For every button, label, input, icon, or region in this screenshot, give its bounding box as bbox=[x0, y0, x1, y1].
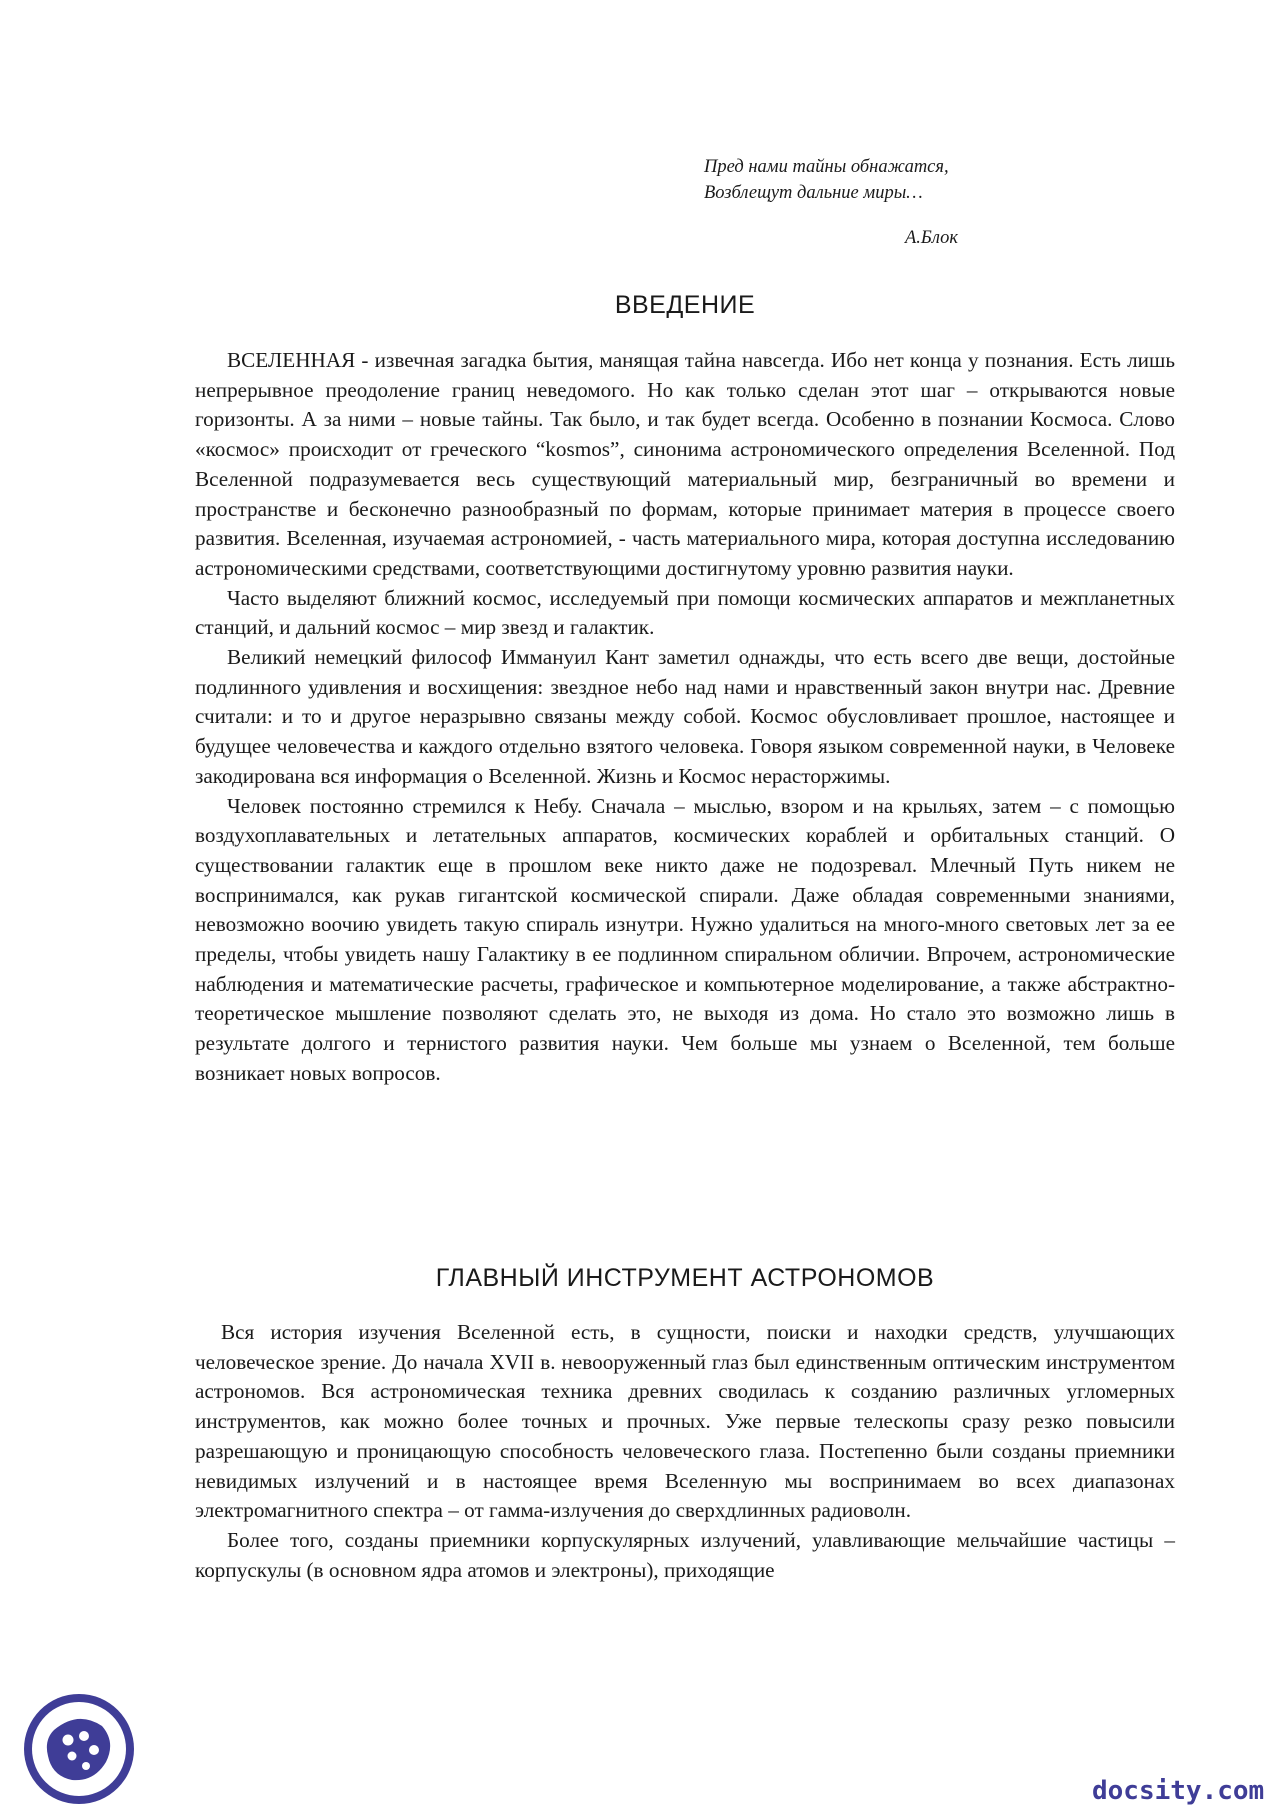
epigraph bbox=[704, 154, 1084, 206]
docsity-logo-icon[interactable] bbox=[20, 1690, 138, 1808]
paragraph: Человек постоянно стремился к Небу. Сначала – мыслью, взором и на крыльях, затем – с помощью воздухоплавательных и летательных аппаратов, космических кораблей и орбитальных станций. О существовании галактик еще в прошлом веке никто даже не подозревал. Млечный Путь никем не воспринимался, как рукав гигантской космической спирали. Даже обладая современными знаниями, невозможно воочию увидеть такую спираль изнутри. Нужно удалиться на много-много световых лет за ее пределы, чтобы увидеть нашу Галактику в ее подлинном спиральном обличии. Впрочем, астрономические наблюдения и математические расчеты, графическое и компьютерное моделирование, а также абстрактно-теоретическое мышление позволяют сделать это, не выходя из дома. Но стало это возможно лишь в результате долгого и тернистого развития науки. Чем больше мы узнаем о Вселенной, тем больше возникает новых вопросов. bbox=[195, 793, 1175, 1085]
docsity-brand-link[interactable]: docsity.com bbox=[1092, 1776, 1265, 1806]
epigraph-line: Пред нами тайны обнажатся, bbox=[704, 157, 949, 177]
paragraph: ВСЕЛЕННАЯ - извечная загадка бытия, манящая тайна навсегда. Ибо нет конца у познания. Есть лишь непрерывное преодоление границ неведомого. Но как только сделан этот шаг – открываются новые горизонты. А за ними – новые тайны. Так было, и так будет всегда. Особенно в познании Космоса. Слово «космос» происходит от греческого “kosmos”, синонима астрономического определения Вселенной. Под Вселенной подразумевается весь существующий материальный мир, безграничный во времени и пространстве и бесконечно разнообразный по формам, которые принимает материя в процессе своего развития. Вселенная, изучаемая астрономией, - часть материального мира, которая доступна исследованию астрономическими средствами, соответствующими достигнутому уровню развития науки. bbox=[195, 348, 1175, 580]
epigraph-line: Возблещут дальние миры… bbox=[704, 183, 923, 203]
section-title-introduction: ВВЕДЕНИЕ bbox=[614, 291, 756, 319]
section-title-main-instrument: ГЛАВНЫЙ ИНСТРУМЕНТ АСТРОНОМОВ bbox=[435, 1264, 935, 1292]
paragraph: Более того, созданы приемники корпускулярных излучений, улавливающие мельчайшие частицы – корпускулы (в основном ядра атомов и электроны), приходящие bbox=[195, 1527, 1175, 1582]
paragraph: Часто выделяют ближний космос, исследуемый при помощи космических аппаратов и межпланетных станций, и дальний космос – мир звезд и галактик. bbox=[195, 585, 1175, 640]
paragraph: Вся история изучения Вселенной есть, в сущности, поиски и находки средств, улучшающих человеческое зрение. До начала XVII в. невооруженный глаз был единственным оптическим инструментом астрономов. Вся астрономическая техника древних сводилась к созданию различных угломерных инструментов, как можно более точных и прочных. Уже первые телескопы сразу резко повысили разрешающую и проницающую способность человеческого глаза. Постепенно были созданы приемники невидимых излучений и в настоящее время Вселенную мы воспринимаем во всех диапазонах электромагнитного спектра – от гамма-излучения до сверхдлинных радиоволн. bbox=[195, 1320, 1175, 1523]
main-instrument-body bbox=[195, 1318, 1175, 1585]
introduction-body bbox=[195, 346, 1175, 1089]
epigraph-author: А.Блок bbox=[905, 228, 959, 248]
paragraph: Великий немецкий философ Иммануил Кант заметил однажды, что есть всего две вещи, достойные подлинного удивления и восхищения: звездное небо над нами и нравственный закон внутри нас. Древние считали: и то и другое неразрывно связаны между собой. Космос обусловливает прошлое, настоящее и будущее человечества и каждого отдельно взятого человека. Говоря языком современной науки, в Человеке закодирована вся информация о Вселенной. Жизнь и Космос нерасторжимы. bbox=[195, 645, 1175, 788]
